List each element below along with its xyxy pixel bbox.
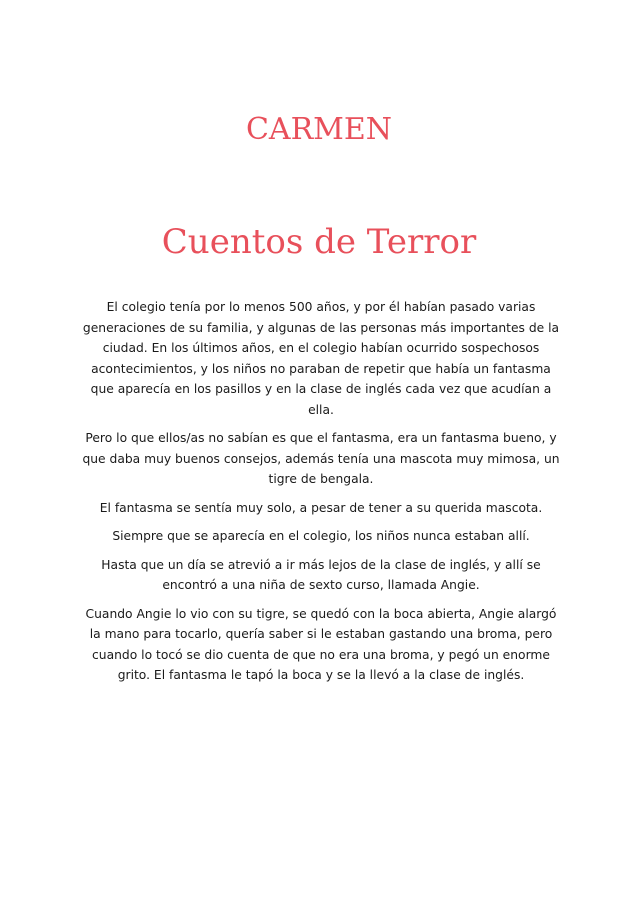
author-name: CARMEN: [245, 112, 393, 147]
paragraph: Siempre que se aparecía en el colegio, los niños nunca estaban allí.: [112, 529, 530, 543]
paragraph: Pero lo que ellos/as no sabían es que el fantasma, era un fantasma bueno, y que daba muy buenos consejos, además tenía una mascota muy mimosa, un tigre de bengala.: [82, 431, 560, 486]
paragraph: El fantasma se sentía muy solo, a pesar de tener a su querida mascota.: [99, 500, 543, 515]
paragraph: Cuando Angie lo vio con su tigre, se quedó con la boca abierta, Angie alargó la mano para tocarlo, quería saber si le estaban gastando una broma, pero cuando lo tocó se dio cuenta de que no era una broma, y pegó un enorme grito. El fantasma le tapó la boca y se la llevó a la clase de inglés.: [85, 606, 557, 682]
story-title: Cuentos de Terror: [161, 222, 477, 262]
paragraph: Hasta que un día se atrevió a ir más lejos de la clase de inglés, y allí se encontró a una niña de sexto curso, llamada Angie.: [101, 557, 541, 592]
story-body: [82, 297, 560, 694]
paragraph: El colegio tenía por lo menos 500 años, y por él habían pasado varias generaciones de su familia, y algunas de las personas más importantes de la ciudad. En los últimos años, en el colegio habían ocurrido sospechosos acontecimientos, y los niños no paraban de repetir que había un fantasma que aparecía en los pasillos y en la clase de inglés cada vez que acudían a ella.: [82, 300, 560, 417]
